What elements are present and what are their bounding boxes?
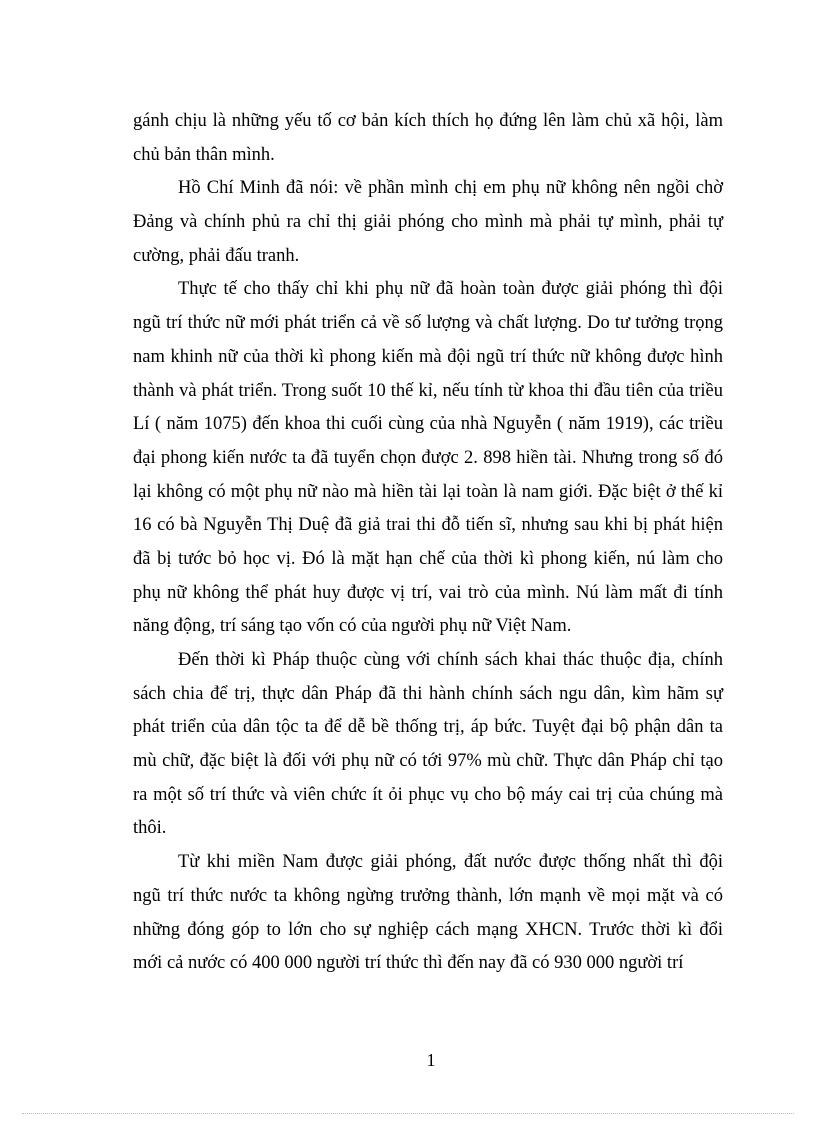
text-line: mới cả nước có 400 000 người trí thức thì đến nay đã có 930 000 người trí xyxy=(133,953,684,974)
page-bottom-divider xyxy=(22,1113,794,1114)
text-line: lại không có một phụ nữ nào mà hiền tài lại toàn là nam giới. Đặc biệt ở thế kỉ xyxy=(133,481,723,502)
text-line: nam khinh nữ của thời kì phong kiến mà đội ngũ trí thức nữ không được hình xyxy=(133,346,723,367)
text-line: những đóng góp to lớn cho sự nghiệp cách mạng XHCN. Trước thời kì đổi xyxy=(133,919,723,940)
text-line: sách chia để trị, thực dân Pháp đã thi hành chính sách ngu dân, kìm hãm sự xyxy=(133,683,723,704)
page-number: 1 xyxy=(426,1050,436,1070)
text-line: Đảng và chính phủ ra chỉ thị giải phóng cho mình mà phải tự mình, phải tự xyxy=(133,212,723,233)
paragraph xyxy=(133,172,723,273)
text-line: phát triển của dân tộc ta để dễ bề thống trị, áp bức. Tuyệt đại bộ phận dân ta xyxy=(133,717,723,738)
paragraph xyxy=(133,846,723,981)
text-line: chủ bản thân mình. xyxy=(133,144,275,165)
text-line: năng động, trí sáng tạo vốn có của người phụ nữ Việt Nam. xyxy=(133,616,572,637)
text-line: cường, phải đấu tranh. xyxy=(133,245,300,266)
text-line: gánh chịu là những yếu tố cơ bản kích thích họ đứng lên làm chủ xã hội, làm xyxy=(133,111,723,131)
text-line: phụ nữ không thể phát huy được vị trí, vai trò của mình. Nú làm mất đi tính xyxy=(133,582,723,603)
text-line: thành và phát triển. Trong suốt 10 thế kỉ, nếu tính từ khoa thi đầu tiên của triều xyxy=(133,380,723,401)
text-line: Hồ Chí Minh đã nói: về phần mình chị em phụ nữ không nên ngồi chờ xyxy=(178,178,723,199)
paragraph xyxy=(133,105,723,172)
text-line: ngũ trí thức nước ta không ngừng trưởng thành, lớn mạnh về mọi mặt và có xyxy=(133,885,723,906)
document-body xyxy=(133,105,723,981)
text-line: Đến thời kì Pháp thuộc cùng với chính sách khai thác thuộc địa, chính xyxy=(178,650,723,670)
text-line: đại phong kiến nước ta đã tuyển chọn được 2. 898 hiền tài. Nhưng trong số đó xyxy=(133,447,723,468)
text-line: Lí ( năm 1075) đến khoa thi cuối cùng của nhà Nguyễn ( năm 1919), các triều xyxy=(133,414,723,435)
text-line: Thực tế cho thấy chỉ khi phụ nữ đã hoàn toàn được giải phóng thì đội xyxy=(178,279,723,300)
paragraph xyxy=(133,644,723,846)
text-line: ngũ trí thức nữ mới phát triển cả về số lượng và chất lượng. Do tư tưởng trọng xyxy=(133,313,723,334)
paragraph xyxy=(133,273,723,644)
text-line: 16 có bà Nguyễn Thị Duệ đã giả trai thi đỗ tiến sĩ, nhưng sau khi bị phát hiện xyxy=(133,515,723,536)
text-line: đã bị tước bỏ học vị. Đó là mặt hạn chế của thời kì phong kiến, nú làm cho xyxy=(133,548,723,569)
text-line: ra một số trí thức và viên chức ít ỏi phục vụ cho bộ máy cai trị của chúng mà xyxy=(133,784,723,805)
text-line: mù chữ, đặc biệt là đối với phụ nữ có tới 97% mù chữ. Thực dân Pháp chỉ tạo xyxy=(133,751,723,772)
text-line: thôi. xyxy=(133,818,167,839)
text-line: Từ khi miền Nam được giải phóng, đất nước được thống nhất thì đội xyxy=(178,852,723,873)
